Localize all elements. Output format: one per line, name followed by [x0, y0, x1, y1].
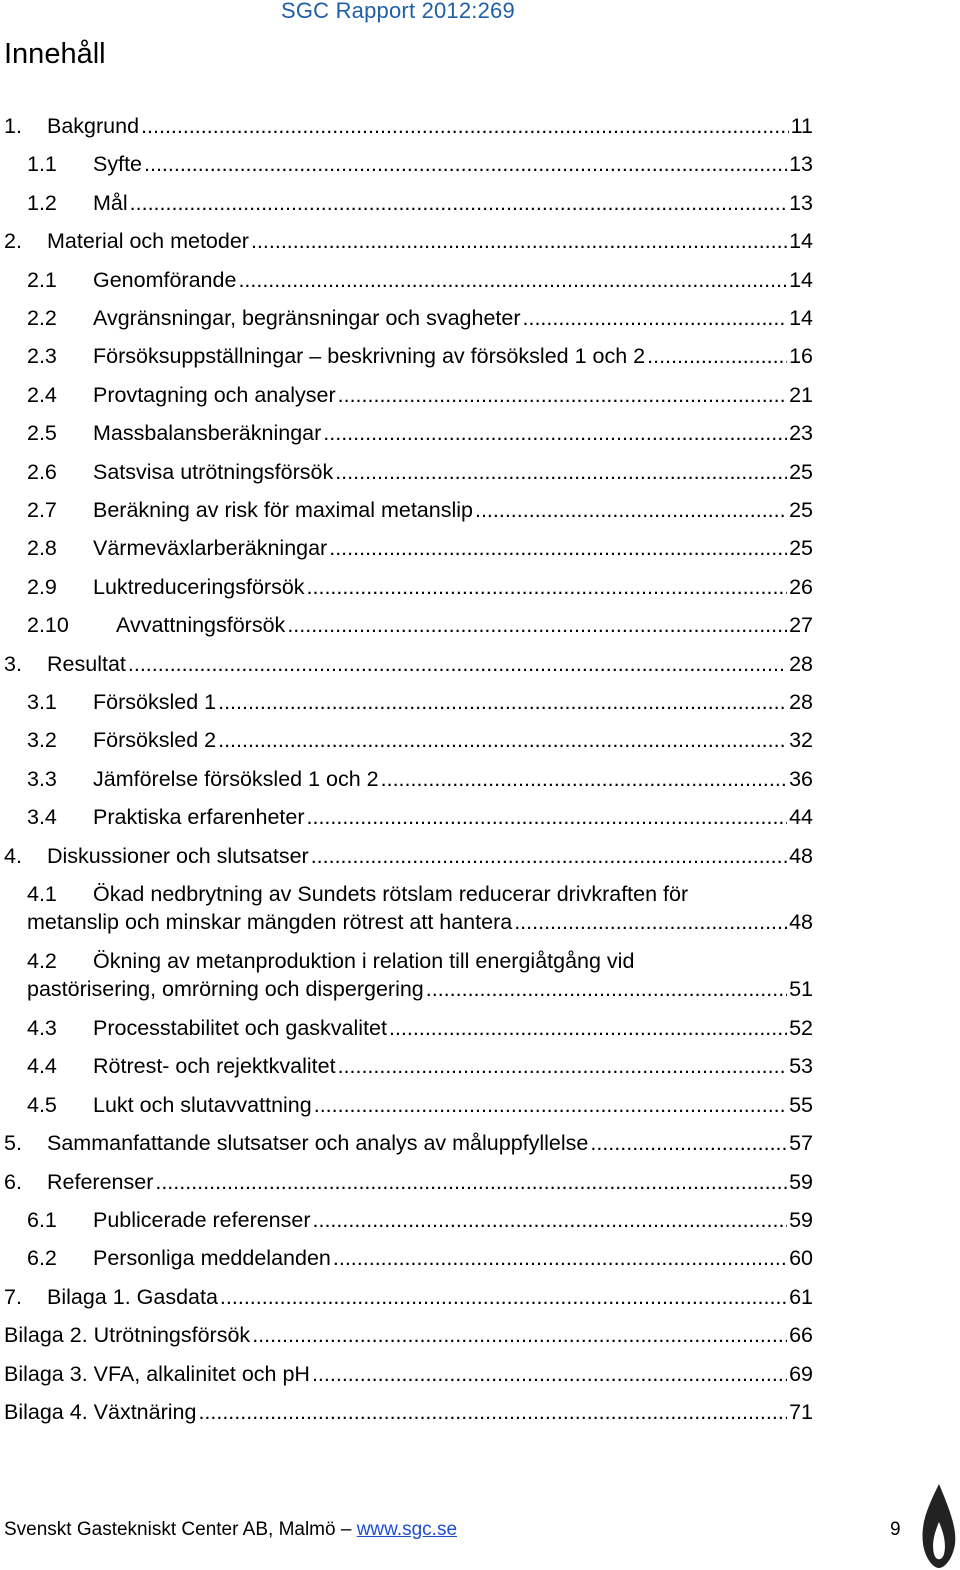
toc-title: Personliga meddelanden	[93, 1246, 331, 1271]
footer	[4, 1519, 457, 1541]
toc-title-line1: Ökning av metanproduktion i relation till energiåtgång vid	[93, 949, 635, 973]
toc-leader-dots	[389, 1014, 787, 1042]
toc-leader-dots	[218, 688, 787, 716]
toc-title: Rötrest- och rejektkvalitet	[93, 1054, 336, 1079]
toc-page-number: 28	[789, 651, 813, 676]
toc-number: 1.2	[27, 190, 57, 215]
toc-leader-dots	[338, 381, 787, 409]
toc-number: 4.5	[27, 1092, 57, 1117]
toc-leader-dots	[590, 1129, 787, 1157]
toc-number: 6.1	[27, 1208, 57, 1232]
toc-leader-dots	[287, 611, 787, 639]
toc-number: 5.	[4, 1131, 22, 1156]
toc-page-number: 66	[789, 1323, 813, 1348]
toc-leader-dots	[307, 573, 788, 601]
toc-title: Lukt och slutavvattning	[93, 1092, 312, 1117]
toc-number: 6.	[4, 1169, 22, 1194]
toc-title: pastörisering, omrörning och dispergering	[27, 977, 424, 1001]
toc-title: Satsvisa utrötningsförsök	[93, 459, 334, 484]
toc-number: 2.1	[27, 267, 57, 292]
toc-page-number: 53	[789, 1054, 813, 1079]
page-title: Innehåll	[4, 38, 106, 70]
toc-leader-dots	[141, 112, 789, 140]
toc-page-number: 71	[789, 1400, 813, 1424]
toc-page-number: 61	[789, 1284, 813, 1309]
flame-icon	[917, 1482, 960, 1570]
toc-page-number: 69	[789, 1361, 813, 1386]
toc-leader-dots	[475, 496, 787, 524]
toc-page-number: 36	[789, 766, 813, 791]
toc-page-number: 11	[790, 114, 813, 138]
toc-leader-dots	[323, 419, 787, 447]
toc-number: 2.2	[27, 306, 57, 330]
toc-number: 4.	[4, 843, 22, 868]
toc-title: Sammanfattande slutsatser och analys av måluppfyllelse	[47, 1131, 589, 1156]
toc-leader-dots	[311, 842, 787, 870]
toc-leader-dots	[130, 189, 787, 217]
toc-leader-dots	[155, 1168, 787, 1196]
toc-number: 7.	[4, 1284, 22, 1309]
toc-page-number: 13	[789, 190, 813, 215]
toc-leader-dots	[426, 975, 787, 1003]
toc-page-number: 59	[789, 1208, 813, 1232]
toc-number: 2.4	[27, 382, 57, 407]
toc-title: metanslip och minskar mängden rötrest att hantera	[27, 910, 513, 934]
toc-leader-dots	[198, 1398, 787, 1426]
toc-number: 3.3	[27, 766, 57, 791]
toc-leader-dots	[313, 1206, 788, 1234]
toc-title: Bakgrund	[47, 114, 140, 138]
toc-number: 2.	[4, 229, 22, 254]
toc-leader-dots	[307, 803, 788, 831]
toc-number: 2.9	[27, 574, 57, 599]
toc-title: Jämförelse försöksled 1 och 2	[93, 766, 379, 791]
toc-page-number: 26	[789, 574, 813, 599]
toc-title: Bilaga 2. Utrötningsförsök	[4, 1323, 251, 1348]
toc-title: Värmeväxlarberäkningar	[93, 536, 328, 561]
toc-number: 4.1	[27, 882, 57, 906]
toc-leader-dots	[523, 304, 788, 332]
toc-title: Mål	[93, 190, 128, 215]
toc-leader-dots	[312, 1360, 787, 1388]
toc-leader-dots	[335, 458, 787, 486]
toc-number: 4.4	[27, 1054, 57, 1079]
toc-page-number: 51	[789, 977, 813, 1001]
toc-title: Referenser	[47, 1169, 154, 1194]
toc-title: Diskussioner och slutsatser	[47, 843, 309, 868]
toc-title: Genomförande	[93, 267, 237, 292]
toc-page-number: 32	[789, 728, 813, 753]
toc-leader-dots	[218, 726, 787, 754]
toc-leader-dots	[381, 765, 787, 793]
toc-leader-dots	[252, 1321, 787, 1349]
toc-title: Beräkning av risk för maximal metanslip	[93, 498, 473, 522]
toc-leader-dots	[251, 227, 787, 255]
toc-leader-dots	[647, 342, 787, 370]
toc-title: Massbalansberäkningar	[93, 421, 322, 446]
toc-number: 3.	[4, 651, 22, 676]
toc-leader-dots	[144, 150, 787, 178]
toc-page-number: 23	[789, 421, 813, 446]
toc-title: Material och metoder	[47, 229, 249, 254]
toc-number: 3.2	[27, 728, 57, 753]
toc-leader-dots	[338, 1052, 788, 1080]
toc-page-number: 14	[789, 267, 813, 292]
toc-page-number: 25	[789, 459, 813, 484]
toc-title: Bilaga 1. Gasdata	[47, 1284, 218, 1309]
toc-number: 2.3	[27, 344, 57, 369]
toc-page-number: 14	[789, 229, 813, 254]
toc-leader-dots	[314, 1091, 787, 1119]
toc-title: Bilaga 4. Växtnäring	[4, 1400, 197, 1424]
toc-number: 1.1	[27, 152, 57, 177]
toc-leader-dots	[333, 1244, 787, 1272]
toc-number: 1.	[4, 114, 22, 138]
toc-page-number: 48	[789, 843, 813, 868]
toc-title: Avgränsningar, begränsningar och svagheter	[93, 306, 521, 330]
toc-title: Processtabilitet och gaskvalitet	[93, 1016, 387, 1040]
toc-leader-dots	[238, 266, 787, 294]
toc-title: Publicerade referenser	[93, 1208, 311, 1232]
toc-page-number: 44	[789, 805, 813, 830]
toc-page-number: 28	[789, 690, 813, 714]
toc-title: Bilaga 3. VFA, alkalinitet och pH	[4, 1361, 310, 1386]
toc-title: Försöksled 1	[93, 690, 217, 714]
page-number: 9	[890, 1519, 901, 1540]
toc-leader-dots	[514, 908, 787, 936]
footer-company: Svenskt Gastekniskt Center AB, Malmö –	[4, 1519, 352, 1540]
toc-number: 2.8	[27, 536, 57, 561]
toc-title-line1: Ökad nedbrytning av Sundets rötslam reducerar drivkraften för	[93, 882, 689, 906]
toc-page-number: 60	[789, 1246, 813, 1271]
toc-page-number: 27	[789, 613, 813, 638]
toc-number: 4.2	[27, 949, 57, 973]
toc-page-number: 14	[789, 306, 813, 330]
toc-page-number: 25	[789, 536, 813, 561]
report-id: SGC Rapport 2012:269	[281, 0, 515, 23]
toc-page-number: 57	[789, 1131, 813, 1156]
toc-title: Resultat	[47, 651, 126, 676]
toc-page-number: 59	[789, 1169, 813, 1194]
toc-number: 6.2	[27, 1246, 57, 1271]
footer-link[interactable]: www.sgc.se	[356, 1519, 458, 1540]
toc-number: 2.5	[27, 421, 57, 446]
toc-leader-dots	[220, 1283, 787, 1311]
toc-leader-dots	[128, 650, 787, 678]
toc-page-number: 16	[789, 344, 813, 369]
toc-title: Luktreduceringsförsök	[93, 574, 305, 599]
toc-number: 2.7	[27, 498, 57, 522]
toc-page-number: 48	[789, 910, 813, 934]
toc-number: 3.1	[27, 690, 57, 714]
toc-page-number: 52	[789, 1016, 813, 1040]
toc-title: Avvattningsförsök	[116, 613, 286, 638]
toc-leader-dots	[329, 534, 787, 562]
toc-number: 2.6	[27, 459, 57, 484]
toc-number: 3.4	[27, 805, 57, 830]
toc-title: Syfte	[93, 152, 142, 177]
toc-number: 2.10	[27, 613, 69, 638]
toc-title: Provtagning och analyser	[93, 382, 336, 407]
toc-page-number: 55	[789, 1092, 813, 1117]
toc-title: Försöksuppställningar – beskrivning av försöksled 1 och 2	[93, 344, 646, 369]
toc-page-number: 13	[789, 152, 813, 177]
toc-title: Försöksled 2	[93, 728, 217, 753]
toc-page-number: 21	[789, 382, 813, 407]
toc-title: Praktiska erfarenheter	[93, 805, 305, 830]
toc-number: 4.3	[27, 1016, 57, 1040]
toc-page-number: 25	[789, 498, 813, 522]
